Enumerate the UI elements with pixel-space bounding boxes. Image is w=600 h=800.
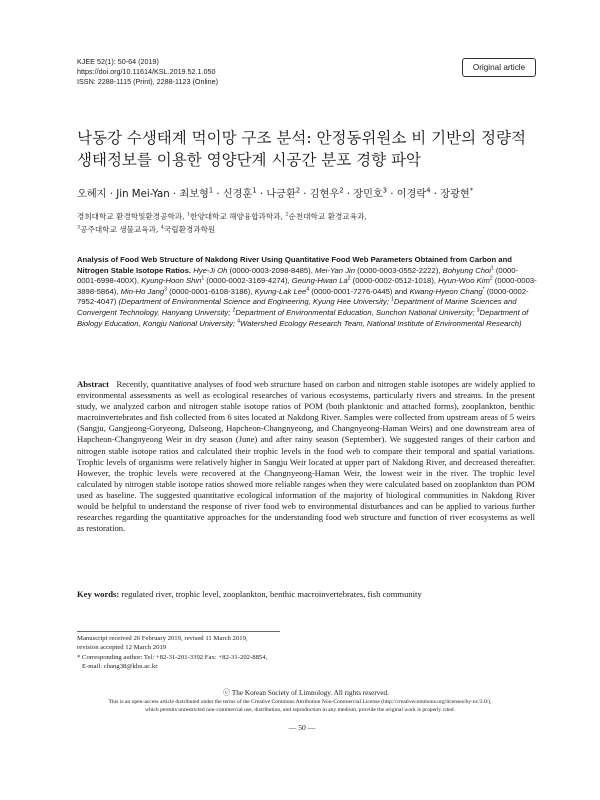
author-separator: ·	[300, 189, 310, 200]
affiliation-text: 국립환경과학원	[163, 224, 216, 234]
author-affiliation-mark: *	[482, 286, 485, 293]
author-name: 나긍환	[266, 189, 296, 200]
author-name: 오혜지	[77, 189, 107, 200]
author-separator: ·	[256, 189, 267, 200]
author-name: 장광현	[440, 189, 470, 200]
orcid: (0000-0001-6998-400X),	[77, 265, 519, 286]
english-author-name: Kyung-Hoon Shin	[141, 276, 202, 286]
affiliation-mark: 1	[186, 211, 191, 218]
orcid: (0000-0002-7952-4047)	[77, 286, 529, 307]
english-author-name: Hye-Ji Oh	[193, 265, 228, 275]
affiliation-text: (Department of Environmental Science and Engineering, Kyung Hee University;	[118, 297, 392, 307]
orcid: (0000-0002-0512-1018),	[350, 276, 439, 286]
author-affiliation-mark: *	[469, 186, 474, 195]
english-author-name: Kyung-Lak Lee	[254, 286, 307, 296]
english-author-name: Mei-Yan Jin	[315, 265, 356, 275]
manuscript-received: Manuscript received 26 February 2019, revised 11 March 2019,	[77, 635, 248, 642]
english-author-name: Kwang-Hyeon Chang	[409, 286, 483, 296]
keywords-label: Key words:	[77, 589, 120, 599]
orcid: (0000-0003-3898-5864),	[77, 276, 537, 296]
orcid: (0000-0001-7276-0445) and	[309, 286, 410, 296]
affiliation-text: Department of Marine Sciences and Convergent Technology, Hanyang University;	[77, 297, 517, 317]
author-affiliation-mark: 1	[201, 275, 205, 282]
author-affiliation-mark: 2	[295, 186, 301, 195]
korean-title-line: 생태정보를 이용한 영양단계 시공간 분포 경향 파악	[77, 151, 421, 169]
author-name: 최보형	[179, 189, 209, 200]
english-title: Analysis of Food Web Structure of Nakdong River Using Quantitative Food Web Parameters Obtained from Carbon and Nitrogen Stable Isotope Ratios.	[77, 255, 512, 275]
author-name: 이경락	[396, 189, 427, 200]
english-author-name: Min-Ho Jang	[120, 286, 165, 296]
korean-affiliation-line	[77, 211, 537, 224]
affiliation-text: 순천대학교 환경교육과,	[288, 212, 367, 221]
author-affiliation-mark: 3	[164, 286, 167, 293]
license-line: This is an open-access article distributed under the terms of the Creative Commons Attribution Non-Commercial License (http://creativecommons.org/licenses/by-nc/3.0/),	[108, 699, 492, 705]
affiliation-text: Department of Environmental Education, Sunchon National University;	[235, 307, 477, 317]
journal-issn: ISSN: 2288-1115 (Print), 2288-1123 (Online)	[77, 77, 219, 86]
author-separator: ·	[387, 189, 397, 200]
journal-citation: KJEE 52(1): 50-64 (2019)	[77, 57, 159, 66]
affiliation-mark: 1	[391, 296, 394, 303]
affiliation-mark: 3	[476, 307, 480, 314]
korean-title	[77, 127, 537, 171]
author-name: 신경훈	[222, 189, 253, 200]
author-affiliation-mark: 1	[490, 265, 494, 272]
affiliation-text: 한양대학교 해양융합과학과,	[190, 212, 286, 221]
english-author-name: Bohyung Choi	[442, 265, 491, 275]
author-name: Jin Mei-Yan	[116, 189, 170, 200]
affiliation-text: Department of Biology Education, Kongju National University;	[77, 307, 529, 328]
affiliation-mark: 2	[285, 211, 289, 218]
author-affiliation-mark: 2	[339, 186, 344, 195]
author-affiliation-mark: 4	[306, 286, 310, 293]
author-separator: ·	[430, 189, 441, 200]
journal-meta	[77, 57, 218, 87]
orcid: (0000-0002-3169-4274),	[204, 276, 292, 286]
korean-affiliations	[77, 211, 537, 236]
korean-authors	[77, 188, 537, 202]
author-email: E-mail: chang38@khu.ac.kr	[82, 663, 158, 671]
manuscript-accepted: revision accepted 12 March 2019	[77, 644, 167, 652]
author-affiliation-mark: 3	[382, 186, 387, 195]
english-affiliations	[77, 297, 528, 327]
english-author-name: Hyun-Woo Kim	[438, 276, 490, 286]
affiliation-mark: 4	[237, 318, 241, 324]
abstract-label: Abstract	[77, 379, 109, 389]
footnotes	[77, 634, 377, 672]
affiliation-text: 경희대학교 환경학및환경공학과,	[77, 212, 187, 221]
author-separator: ·	[169, 189, 180, 200]
korean-title-line: 낙동강 수생태계 먹이망 구조 분석: 안정동위원소 비 기반의 정량적	[77, 129, 526, 147]
affiliation-mark: 4	[160, 223, 164, 230]
abstract-text: Recently, quantitative analyses of food web structure based on carbon and nitrogen stable isotopes are widely applied to environmental assessments as well as ecological researches of various ecosystems, particularly rivers and streams. In the present study, we analyzed carbon and nitrogen stable isotope ratios of POM (both planktonic and attached forms), zooplankton, benthic macroinvertebrates and fish collected from 6 sites located at Nakdong River. Samples were collected from upstream areas of 5 weirs (Sangju, Gangjeong-Goryeong, Dalseong, Hapcheon-Changnyeong, and Changnyeong-Haman Weirs) and one downstream area of Hapcheon-Changnyeong Weir in dry season (June) and after rainy season (September). We suggested ranges of their carbon and nitrogen stable isotope ratios and calculated their trophic levels in the food web to compare their temporal and spatial variations. Trophic levels of organisms were relatively higher in Sangju Weir located at upper part of Nakdong River, and decreased thereafter. However, the trophic levels were recovered at the Changnyeong-Haman Weir, the lowest weir in the river. The trophic level calculated by nitrogen stable isotope ratios showed more reliable ranges when they were calculated based on zooplankton than POM used as baseline. The suggested quantitative ecological information of the majority of biological communities in Nakdong River would be helpful to understand the response of river food web to environmental disturbances and can be applied to various further researches regarding the quantitative approaches for the understanding food web structure and function of river ecosystems as well as restoration.	[77, 379, 536, 534]
affiliation-mark: 3	[77, 223, 81, 230]
author-affiliation-mark: 1	[208, 186, 214, 195]
keywords-text: regulated river, trophic level, zooplankton, benthic macroinvertebrates, fish community	[119, 589, 422, 599]
affiliation-text: 공주대학교 생물교육과,	[80, 224, 161, 234]
affiliation-mark: 2	[232, 307, 236, 314]
author-affiliation-mark: 2	[347, 275, 351, 282]
korean-affiliation-line	[77, 224, 537, 237]
author-name: 장민호	[353, 189, 383, 200]
abstract	[77, 379, 535, 534]
page-number: — 50 —	[288, 723, 316, 732]
journal-doi: https://doi.org/10.11614/KSL.2019.52.1.050	[77, 67, 216, 76]
orcid: (0000-0001-6108-3186),	[166, 286, 255, 296]
article-type-badge: Original article	[462, 58, 536, 77]
affiliation-text: Watershed Ecology Research Team, National Institute of Environmental Research)	[240, 318, 522, 328]
license-line: which permits unrestricted non-commercial use, distribution, and reproduction in any medium, provide the original work is properly cited.	[145, 707, 455, 714]
author-affiliation-mark: 4	[426, 186, 431, 195]
english-title-block	[77, 255, 537, 329]
keywords	[77, 589, 535, 600]
author-separator: ·	[106, 189, 117, 200]
author-separator: ·	[343, 189, 354, 200]
orcid: (0000-0003-0552-2222),	[355, 265, 443, 275]
license-notice	[40, 698, 560, 715]
author-affiliation-mark: 1	[252, 186, 257, 195]
author-name: 김현우	[309, 189, 340, 200]
author-separator: ·	[213, 189, 223, 200]
orcid: (0000-0003-2098-8485),	[227, 265, 315, 275]
copyright: ⓒ The Korean Society of Limnology. All rights reserved.	[223, 689, 389, 697]
footnote-divider	[77, 631, 280, 632]
author-affiliation-mark: 2	[489, 275, 493, 282]
corresponding-author: * Corresponding author: Tel: +82-31-201-3392 Fax: +82-31-202-8854,	[77, 653, 268, 661]
english-author-name: Geung-Hwan La	[291, 276, 348, 286]
